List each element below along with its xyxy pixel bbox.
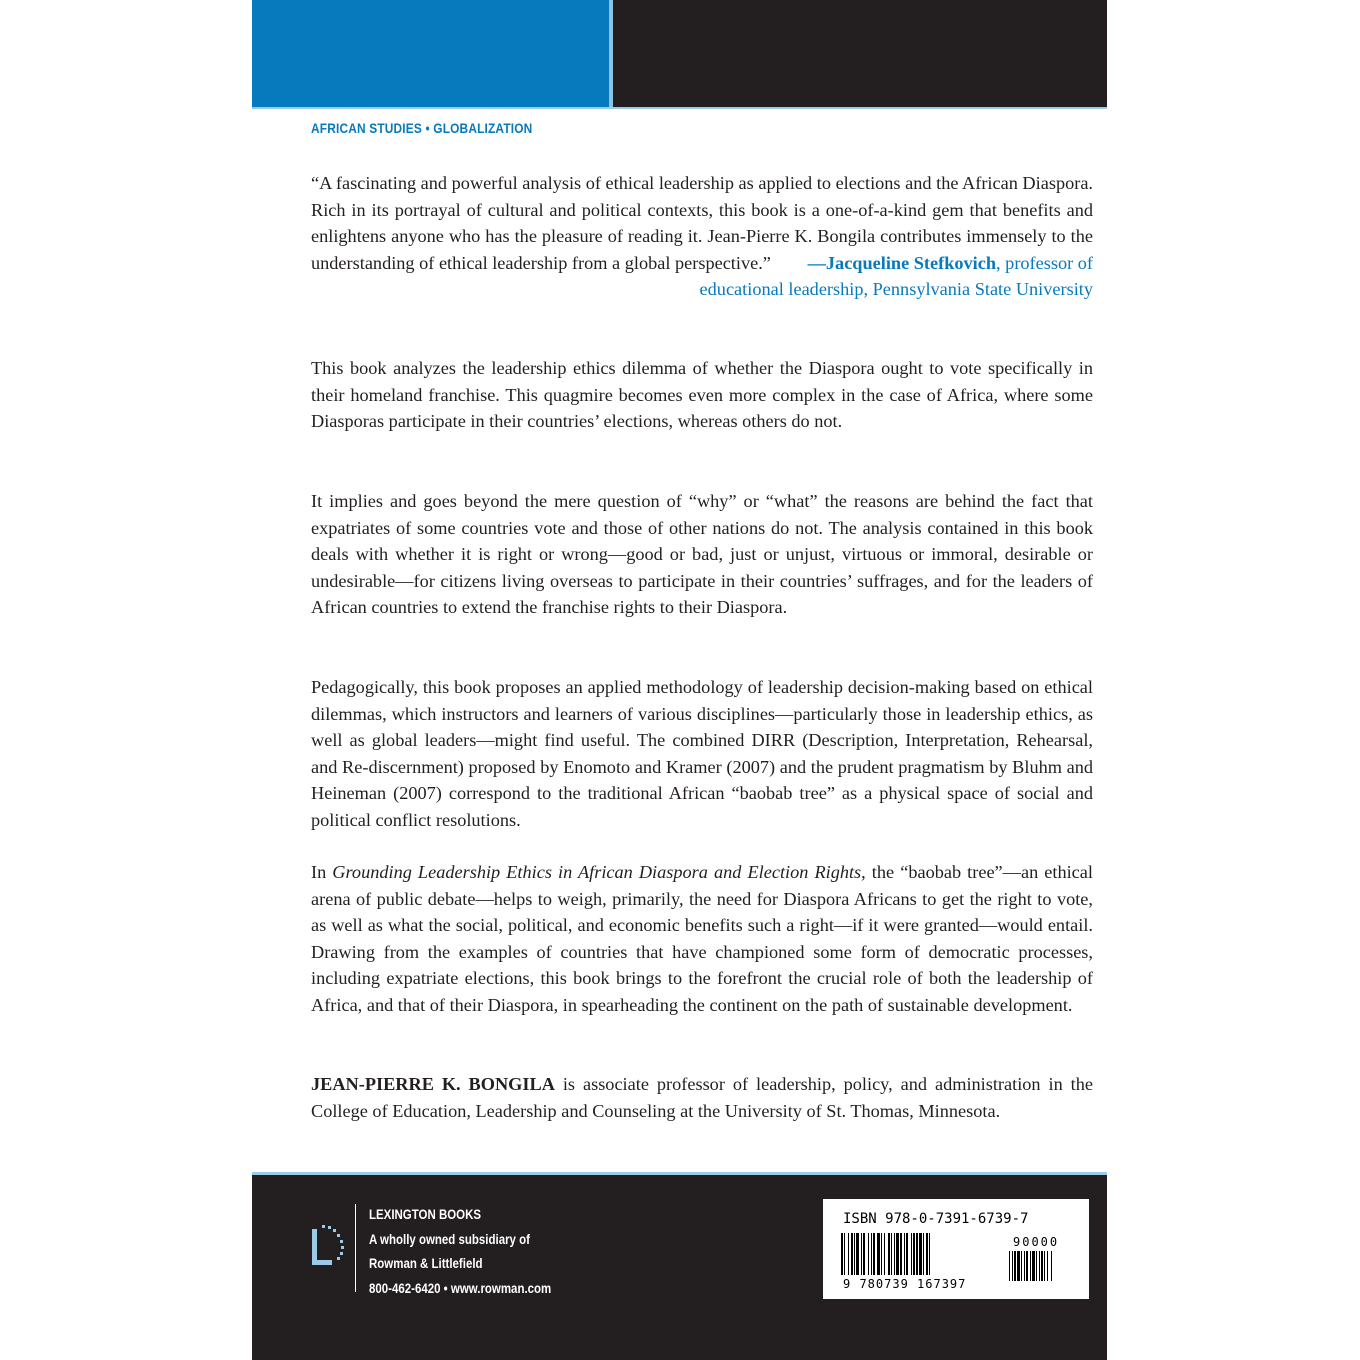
barcode-bar [896, 1233, 899, 1275]
barcode-addon-bar [1039, 1251, 1040, 1281]
publisher-name: LEXINGTON BOOKS [369, 1206, 482, 1222]
barcode-addon-bar [1032, 1251, 1035, 1281]
barcode-bar [854, 1233, 855, 1275]
author-bio [311, 1071, 1093, 1124]
barcode-addon-bar [1047, 1251, 1048, 1281]
barcode-bar [906, 1233, 908, 1275]
endorsement-quote [311, 170, 1093, 303]
barcode-bar [923, 1233, 924, 1275]
barcode-bar [877, 1233, 880, 1275]
attribution-role-1: , professor of [996, 252, 1093, 273]
lexington-logo-icon [312, 1225, 346, 1267]
isbn-number: ISBN 978-0-7391-6739-7 [843, 1211, 1029, 1227]
barcode-bar [841, 1233, 843, 1275]
barcode-bar [891, 1233, 892, 1275]
barcode-bar [929, 1233, 930, 1275]
barcode-bar [856, 1233, 859, 1275]
barcode-addon-bar [1041, 1251, 1043, 1281]
barcode-bar [911, 1233, 912, 1275]
bottom-publisher-band [252, 1175, 1107, 1360]
description-paragraph-1: This book analyzes the leadership ethics dilemma of whether the Diaspora ought to vote specifically in their homeland franchise. This quagmire becomes even more complex in the case of Africa, where some Diasporas participate in their countries’ elections, whereas others do not. [311, 358, 1093, 431]
description-paragraph-4 [311, 859, 1093, 1018]
publisher-subsidiary: A wholly owned subsidiary of [369, 1230, 530, 1247]
barcode-bar [881, 1233, 882, 1275]
barcode-bar [873, 1233, 875, 1275]
barcode-bar [888, 1233, 890, 1275]
publisher-divider [355, 1204, 356, 1292]
author-bio-text: is associate professor of leadership, policy, and administration in the College of Education, Leadership and Counseling at the University of St. Thomas, Minnesota. [311, 1074, 1093, 1121]
barcode-bar [844, 1233, 845, 1275]
publisher-contact: 800-462-6420 • www.rowman.com [369, 1279, 552, 1296]
barcode-bar [851, 1233, 853, 1275]
barcode-bar [916, 1233, 918, 1275]
barcode-addon-bar [1014, 1251, 1016, 1281]
attribution-role-2: educational leadership, Pennsylvania State University [699, 279, 1093, 299]
barcode-bar [919, 1233, 922, 1275]
barcode-addon-bar [1021, 1251, 1022, 1281]
barcode-bar [863, 1233, 865, 1275]
barcode-addon-bar [1030, 1251, 1031, 1281]
barcode-bar [913, 1233, 915, 1275]
description-paragraph-2: It implies and goes beyond the mere question of “why” or “what” the reasons are behind the fact that expatriates of some countries vote and those of other nations do not. The analysis contained in this book deals with whether it is right or wrong—good or bad, just or unjust, virtuous or immoral, desirable or undesirable—for citizens living overseas to participate in their countries’ suffrages, and for the leaders of African countries to extend the franchise rights to their Diaspora. [311, 491, 1093, 617]
paragraph-4-lead: In [311, 862, 333, 882]
subject-category: AFRICAN STUDIES • GLOBALIZATION [311, 120, 533, 136]
barcode-bar [894, 1233, 895, 1275]
barcode-bar [868, 1233, 869, 1275]
barcode-addon-bar [1012, 1251, 1013, 1281]
barcode-digits: 9 780739 167397 [843, 1277, 967, 1291]
top-color-band [252, 0, 1107, 107]
top-band-rule [252, 107, 1107, 109]
publisher-info [369, 1202, 551, 1300]
barcode-bar [926, 1233, 928, 1275]
isbn-barcode [823, 1199, 1089, 1299]
top-band-blue-block [252, 0, 609, 107]
barcode-addon: 90000 [1013, 1235, 1060, 1249]
publisher-parent: Rowman & Littlefield [369, 1255, 483, 1271]
barcode-addon-bar [1036, 1251, 1037, 1281]
barcode-bar [848, 1233, 849, 1275]
author-name: JEAN-PIERRE K. BONGILA [311, 1074, 555, 1094]
barcode-addon-bar [1044, 1251, 1045, 1281]
description-paragraph-3: Pedagogically, this book proposes an applied methodology of leadership decision-making based on ethical dilemmas, which instructors and learners of various disciplines—particularly those in leadership ethics, as well as global leaders—might find useful. The combined DIRR (Description, Interpretation, Rehearsal, and Re-discernment) proposed by Enomoto and Kramer (2007) and the prudent pragmatism by Bluhm and Heineman (2007) correspond to the traditional African “baobab tree” as a physical space of social and political conflict resolutions. [311, 677, 1093, 830]
barcode-addon-bar [1026, 1251, 1028, 1281]
barcode-addon-bar [1051, 1251, 1052, 1281]
barcode-bar [861, 1233, 862, 1275]
barcode-addon-bar [1024, 1251, 1025, 1281]
barcode-addon-bar [1009, 1251, 1010, 1281]
paragraph-4-rest: , the “baobab tree”—an ethical arena of public debate—helps to weigh, primarily, the need for Diaspora Africans to get the right to vote, as well as what the social, political, and economic benefits such a right—if it were granted—would entail. Drawing from the examples of countries that have championed some form of democratic processes, including expatriate elections, this book brings to the forefront the crucial role of both the leadership of Africa, and that of their Diaspora, in spearheading the continent on the path of sustainable development. [311, 862, 1093, 1015]
barcode-bar [871, 1233, 872, 1275]
attribution-name: —Jacqueline Stefkovich [807, 252, 997, 273]
barcode-bar [884, 1233, 885, 1275]
top-band-dark-block [613, 0, 1107, 107]
book-title-italic: Grounding Leadership Ethics in African Diaspora and Election Rights [332, 862, 862, 882]
book-back-cover [252, 0, 1107, 1360]
quote-text: “A fascinating and powerful analysis of ethical leadership as applied to elections and the African Diaspora. Rich in its portrayal of cultural and political contexts, this book is a one-of-a-kind gem that benefits and enlightens anyone who has the pleasure of reading it. Jean-Pierre K. Bongila contributes immensely to the understanding of ethical leadership from a global perspective.” [311, 173, 1093, 273]
barcode-bar [904, 1233, 905, 1275]
barcode-bar [900, 1233, 902, 1275]
barcode-addon-bar [1017, 1251, 1020, 1281]
